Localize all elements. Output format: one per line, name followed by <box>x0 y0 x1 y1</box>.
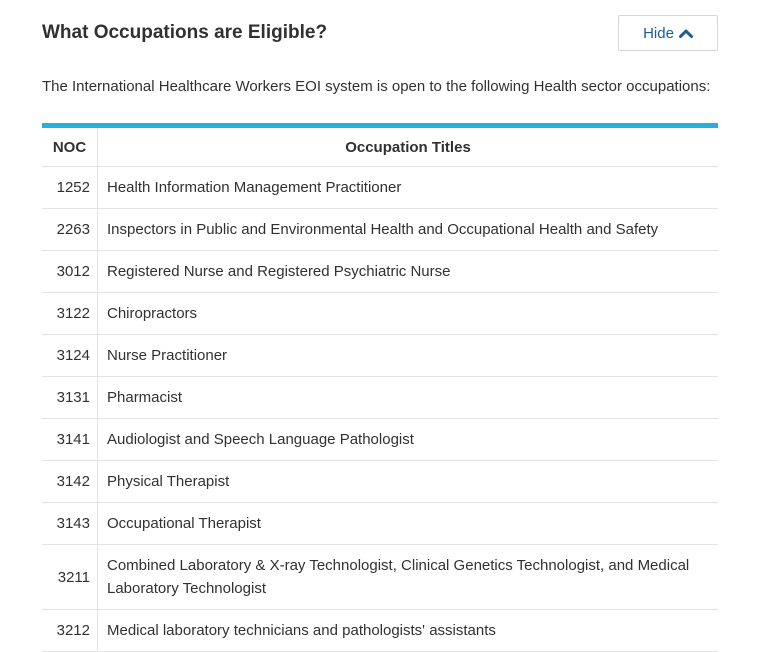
section-title: What Occupations are Eligible? <box>42 22 328 43</box>
occupations-table <box>42 123 718 652</box>
table-row <box>42 610 718 652</box>
occupation-title-cell: Health Information Management Practitioner <box>98 167 719 209</box>
table-row <box>42 377 718 419</box>
hide-button[interactable] <box>618 15 718 51</box>
table-row <box>42 293 718 335</box>
noc-column-header: NOC <box>42 128 98 167</box>
occupation-title-cell: Chiropractors <box>98 293 719 335</box>
noc-cell: 3211 <box>42 545 98 610</box>
table-row <box>42 461 718 503</box>
table-header-row <box>42 128 718 167</box>
noc-cell: 3212 <box>42 610 98 652</box>
occupation-title-cell: Occupational Therapist <box>98 503 719 545</box>
occupation-title-cell: Medical laboratory technicians and pathologists' assistants <box>98 610 719 652</box>
occupation-title-cell: Physical Therapist <box>98 461 719 503</box>
table-row <box>42 209 718 251</box>
noc-cell: 3131 <box>42 377 98 419</box>
noc-cell: 3122 <box>42 293 98 335</box>
occupation-title-cell: Combined Laboratory & X-ray Technologist, Clinical Genetics Technologist, and Medical Laboratory Technologist <box>98 545 719 610</box>
chevron-up-icon <box>679 28 693 38</box>
table-row <box>42 545 718 610</box>
table-row <box>42 335 718 377</box>
occupation-title-cell: Registered Nurse and Registered Psychiatric Nurse <box>98 251 719 293</box>
table-row <box>42 419 718 461</box>
noc-cell: 2263 <box>42 209 98 251</box>
occupation-title-cell: Audiologist and Speech Language Pathologist <box>98 419 719 461</box>
noc-cell: 3143 <box>42 503 98 545</box>
occupation-title-cell: Pharmacist <box>98 377 719 419</box>
table-row <box>42 251 718 293</box>
noc-cell: 3141 <box>42 419 98 461</box>
intro-text: The International Healthcare Workers EOI system is open to the following Health sector occupations: <box>42 78 711 95</box>
noc-cell: 3012 <box>42 251 98 293</box>
noc-cell: 3124 <box>42 335 98 377</box>
noc-cell: 1252 <box>42 167 98 209</box>
table-row <box>42 167 718 209</box>
occupation-title-cell: Nurse Practitioner <box>98 335 719 377</box>
hide-button-label: Hide <box>643 24 674 42</box>
table-row <box>42 503 718 545</box>
occupation-title-cell: Inspectors in Public and Environmental Health and Occupational Health and Safety <box>98 209 719 251</box>
occupation-titles-column-header: Occupation Titles <box>98 128 719 167</box>
noc-cell: 3142 <box>42 461 98 503</box>
